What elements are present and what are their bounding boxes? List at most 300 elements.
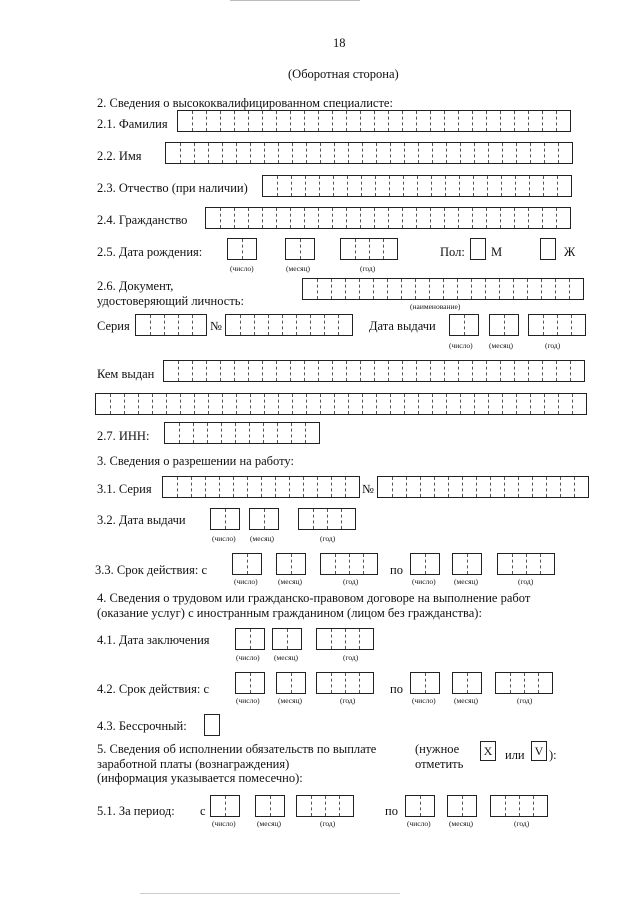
character-cell[interactable] [276,111,290,131]
character-cell[interactable] [287,629,301,649]
character-cell[interactable] [569,279,583,299]
character-cell[interactable] [376,394,390,414]
character-cell[interactable] [270,796,284,816]
character-cell[interactable] [296,315,310,335]
character-cell[interactable] [290,361,304,381]
character-cell[interactable] [500,361,514,381]
sex-male-box[interactable] [470,238,486,260]
character-cell[interactable] [292,143,306,163]
contract-from-month-field[interactable] [276,672,306,694]
character-cell[interactable] [138,394,152,414]
character-cell[interactable] [491,796,505,816]
character-cell[interactable] [248,111,262,131]
character-cell[interactable] [277,176,291,196]
character-cell[interactable] [191,477,205,497]
character-cell[interactable] [346,361,360,381]
character-cell[interactable] [557,176,571,196]
character-cell[interactable] [486,361,500,381]
character-cell[interactable] [374,361,388,381]
character-cell[interactable] [192,315,206,335]
character-cell[interactable] [457,279,471,299]
character-cell[interactable] [208,394,222,414]
character-cell[interactable] [486,208,500,228]
character-cell[interactable] [363,554,377,574]
surname-field[interactable] [177,110,571,132]
character-cell[interactable] [542,208,556,228]
character-cell[interactable] [226,315,240,335]
character-cell[interactable] [248,361,262,381]
character-cell[interactable] [304,208,318,228]
character-cell[interactable] [416,361,430,381]
character-cell[interactable] [339,796,353,816]
character-cell[interactable] [163,477,177,497]
character-cell[interactable] [355,239,369,259]
character-cell[interactable] [263,176,277,196]
character-cell[interactable] [124,394,138,414]
contract-to-month-field[interactable] [452,672,482,694]
character-cell[interactable] [359,629,373,649]
character-cell[interactable] [262,208,276,228]
character-cell[interactable] [373,279,387,299]
character-cell[interactable] [320,394,334,414]
period-to-day-field[interactable] [405,795,435,817]
character-cell[interactable] [458,361,472,381]
character-cell[interactable] [250,509,264,529]
character-cell[interactable] [474,394,488,414]
character-cell[interactable] [193,423,207,443]
character-cell[interactable] [277,423,291,443]
character-cell[interactable] [430,208,444,228]
character-cell[interactable] [305,423,319,443]
issued-by-field-line1[interactable] [163,360,585,382]
character-cell[interactable] [420,796,434,816]
character-cell[interactable] [505,796,519,816]
character-cell[interactable] [404,394,418,414]
character-cell[interactable] [362,394,376,414]
character-cell[interactable] [222,394,236,414]
character-cell[interactable] [467,554,481,574]
character-cell[interactable] [324,315,338,335]
character-cell[interactable] [334,394,348,414]
character-cell[interactable] [416,208,430,228]
character-cell[interactable] [360,361,374,381]
character-cell[interactable] [194,394,208,414]
character-cell[interactable] [499,279,513,299]
character-cell[interactable] [318,361,332,381]
character-cell[interactable] [476,477,490,497]
character-cell[interactable] [273,629,287,649]
character-cell[interactable] [303,477,317,497]
character-cell[interactable] [180,143,194,163]
character-cell[interactable] [249,423,263,443]
character-cell[interactable] [221,423,235,443]
character-cell[interactable] [472,111,486,131]
character-cell[interactable] [504,315,518,335]
character-cell[interactable] [276,208,290,228]
character-cell[interactable] [297,796,311,816]
character-cell[interactable] [369,239,383,259]
character-cell[interactable] [432,143,446,163]
doc-issue-day-field[interactable] [449,314,479,336]
character-cell[interactable] [286,239,300,259]
character-cell[interactable] [453,673,467,693]
character-cell[interactable] [543,315,557,335]
permit-to-year-field[interactable] [497,553,555,575]
character-cell[interactable] [136,315,150,335]
character-cell[interactable] [164,361,178,381]
character-cell[interactable] [486,111,500,131]
character-cell[interactable] [425,554,439,574]
character-cell[interactable] [282,315,296,335]
character-cell[interactable] [317,629,331,649]
character-cell[interactable] [510,673,524,693]
contract-month-field[interactable] [272,628,302,650]
character-cell[interactable] [331,629,345,649]
character-cell[interactable] [192,111,206,131]
character-cell[interactable] [401,279,415,299]
character-cell[interactable] [206,111,220,131]
character-cell[interactable] [500,208,514,228]
doc-number-field[interactable] [225,314,353,336]
character-cell[interactable] [345,477,359,497]
character-cell[interactable] [446,143,460,163]
character-cell[interactable] [317,279,331,299]
character-cell[interactable] [278,394,292,414]
character-cell[interactable] [403,176,417,196]
character-cell[interactable] [404,143,418,163]
character-cell[interactable] [348,394,362,414]
character-cell[interactable] [472,208,486,228]
character-cell[interactable] [406,477,420,497]
character-cell[interactable] [317,673,331,693]
character-cell[interactable] [331,279,345,299]
character-cell[interactable] [331,673,345,693]
character-cell[interactable] [453,554,467,574]
character-cell[interactable] [458,111,472,131]
contract-from-day-field[interactable] [235,672,265,694]
character-cell[interactable] [431,176,445,196]
character-cell[interactable] [514,361,528,381]
character-cell[interactable] [374,208,388,228]
character-cell[interactable] [332,361,346,381]
permit-from-year-field[interactable] [320,553,378,575]
character-cell[interactable] [498,554,512,574]
character-cell[interactable] [390,143,404,163]
character-cell[interactable] [219,477,233,497]
character-cell[interactable] [234,361,248,381]
character-cell[interactable] [349,554,363,574]
character-cell[interactable] [275,477,289,497]
permit-issue-day-field[interactable] [210,508,240,530]
contract-day-field[interactable] [235,628,265,650]
character-cell[interactable] [318,208,332,228]
character-cell[interactable] [276,361,290,381]
character-cell[interactable] [496,673,510,693]
period-from-year-field[interactable] [296,795,354,817]
name-field[interactable] [165,142,573,164]
character-cell[interactable] [488,143,502,163]
character-cell[interactable] [306,143,320,163]
character-cell[interactable] [346,208,360,228]
character-cell[interactable] [332,208,346,228]
character-cell[interactable] [180,394,194,414]
character-cell[interactable] [529,176,543,196]
permit-to-month-field[interactable] [452,553,482,575]
character-cell[interactable] [443,279,457,299]
character-cell[interactable] [446,394,460,414]
character-cell[interactable] [516,143,530,163]
character-cell[interactable] [458,208,472,228]
character-cell[interactable] [540,554,554,574]
character-cell[interactable] [530,394,544,414]
character-cell[interactable] [320,143,334,163]
character-cell[interactable] [96,394,110,414]
character-cell[interactable] [164,315,178,335]
character-cell[interactable] [341,239,355,259]
inn-field[interactable] [164,422,320,444]
character-cell[interactable] [192,361,206,381]
character-cell[interactable] [472,361,486,381]
permit-issue-year-field[interactable] [298,508,356,530]
character-cell[interactable] [388,208,402,228]
character-cell[interactable] [572,394,586,414]
character-cell[interactable] [166,143,180,163]
doc-issue-month-field[interactable] [489,314,519,336]
character-cell[interactable] [533,796,547,816]
character-cell[interactable] [262,111,276,131]
character-cell[interactable] [290,208,304,228]
character-cell[interactable] [402,208,416,228]
character-cell[interactable] [528,208,542,228]
character-cell[interactable] [291,423,305,443]
character-cell[interactable] [383,239,397,259]
character-cell[interactable] [425,673,439,693]
character-cell[interactable] [361,176,375,196]
character-cell[interactable] [303,279,317,299]
character-cell[interactable] [515,176,529,196]
character-cell[interactable] [376,143,390,163]
character-cell[interactable] [263,423,277,443]
character-cell[interactable] [526,554,540,574]
permit-from-month-field[interactable] [276,553,306,575]
character-cell[interactable] [558,143,572,163]
character-cell[interactable] [345,673,359,693]
character-cell[interactable] [240,315,254,335]
character-cell[interactable] [502,143,516,163]
character-cell[interactable] [560,477,574,497]
character-cell[interactable] [225,509,239,529]
character-cell[interactable] [420,477,434,497]
character-cell[interactable] [321,554,335,574]
character-cell[interactable] [485,279,499,299]
character-cell[interactable] [331,477,345,497]
character-cell[interactable] [375,176,389,196]
character-cell[interactable] [464,315,478,335]
character-cell[interactable] [359,673,373,693]
character-cell[interactable] [310,315,324,335]
character-cell[interactable] [544,143,558,163]
character-cell[interactable] [234,111,248,131]
character-cell[interactable] [234,208,248,228]
character-cell[interactable] [541,279,555,299]
character-cell[interactable] [247,554,261,574]
character-cell[interactable] [411,673,425,693]
character-cell[interactable] [291,554,305,574]
character-cell[interactable] [207,423,221,443]
character-cell[interactable] [236,629,250,649]
character-cell[interactable] [532,477,546,497]
character-cell[interactable] [459,176,473,196]
character-cell[interactable] [570,361,584,381]
character-cell[interactable] [242,239,256,259]
character-cell[interactable] [346,111,360,131]
character-cell[interactable] [220,361,234,381]
character-cell[interactable] [574,477,588,497]
character-cell[interactable] [177,477,191,497]
character-cell[interactable] [236,673,250,693]
character-cell[interactable] [430,111,444,131]
character-cell[interactable] [208,143,222,163]
character-cell[interactable] [332,111,346,131]
character-cell[interactable] [347,176,361,196]
character-cell[interactable] [504,477,518,497]
character-cell[interactable] [471,279,485,299]
character-cell[interactable] [411,554,425,574]
character-cell[interactable] [444,111,458,131]
doc-series-field[interactable] [135,314,207,336]
contract-to-day-field[interactable] [410,672,440,694]
character-cell[interactable] [546,477,560,497]
character-cell[interactable] [290,111,304,131]
character-cell[interactable] [402,361,416,381]
character-cell[interactable] [467,673,481,693]
character-cell[interactable] [178,315,192,335]
character-cell[interactable] [474,143,488,163]
character-cell[interactable] [387,279,401,299]
character-cell[interactable] [490,477,504,497]
character-cell[interactable] [445,176,459,196]
character-cell[interactable] [448,477,462,497]
character-cell[interactable] [512,554,526,574]
character-cell[interactable] [333,176,347,196]
character-cell[interactable] [250,673,264,693]
character-cell[interactable] [406,796,420,816]
character-cell[interactable] [460,394,474,414]
character-cell[interactable] [538,673,552,693]
character-cell[interactable] [362,143,376,163]
character-cell[interactable] [264,394,278,414]
character-cell[interactable] [529,315,543,335]
character-cell[interactable] [359,279,373,299]
character-cell[interactable] [558,394,572,414]
character-cell[interactable] [341,509,355,529]
character-cell[interactable] [418,394,432,414]
character-cell[interactable] [402,111,416,131]
character-cell[interactable] [473,176,487,196]
character-cell[interactable] [278,143,292,163]
character-cell[interactable] [194,143,208,163]
character-cell[interactable] [235,423,249,443]
character-cell[interactable] [165,423,179,443]
character-cell[interactable] [530,143,544,163]
character-cell[interactable] [571,315,585,335]
document-name-field[interactable] [302,278,584,300]
character-cell[interactable] [236,143,250,163]
character-cell[interactable] [166,394,180,414]
character-cell[interactable] [222,143,236,163]
character-cell[interactable] [211,509,225,529]
character-cell[interactable] [304,111,318,131]
contract-from-year-field[interactable] [316,672,374,694]
character-cell[interactable] [325,796,339,816]
character-cell[interactable] [289,477,303,497]
character-cell[interactable] [518,477,532,497]
character-cell[interactable] [514,208,528,228]
character-cell[interactable] [432,394,446,414]
character-cell[interactable] [335,554,349,574]
character-cell[interactable] [256,796,270,816]
period-from-month-field[interactable] [255,795,285,817]
character-cell[interactable] [434,477,448,497]
character-cell[interactable] [211,796,225,816]
permit-number-field[interactable] [377,476,589,498]
character-cell[interactable] [348,143,362,163]
sex-female-box[interactable] [540,238,556,260]
character-cell[interactable] [179,423,193,443]
character-cell[interactable] [544,394,558,414]
character-cell[interactable] [417,176,431,196]
character-cell[interactable] [327,509,341,529]
character-cell[interactable] [462,477,476,497]
character-cell[interactable] [388,111,402,131]
character-cell[interactable] [490,315,504,335]
character-cell[interactable] [233,554,247,574]
character-cell[interactable] [557,315,571,335]
character-cell[interactable] [313,509,327,529]
character-cell[interactable] [430,361,444,381]
character-cell[interactable] [318,111,332,131]
permit-series-field[interactable] [162,476,360,498]
character-cell[interactable] [556,111,570,131]
character-cell[interactable] [543,176,557,196]
birth-year-field[interactable] [340,238,398,260]
citizenship-field[interactable] [205,207,571,229]
character-cell[interactable] [444,208,458,228]
character-cell[interactable] [388,361,402,381]
character-cell[interactable] [228,239,242,259]
character-cell[interactable] [233,477,247,497]
character-cell[interactable] [250,629,264,649]
character-cell[interactable] [416,111,430,131]
character-cell[interactable] [152,394,166,414]
character-cell[interactable] [261,477,275,497]
character-cell[interactable] [317,477,331,497]
permit-from-day-field[interactable] [232,553,262,575]
character-cell[interactable] [248,208,262,228]
doc-issue-year-field[interactable] [528,314,586,336]
character-cell[interactable] [542,361,556,381]
character-cell[interactable] [334,143,348,163]
character-cell[interactable] [264,509,278,529]
character-cell[interactable] [206,208,220,228]
character-cell[interactable] [304,361,318,381]
contract-to-year-field[interactable] [495,672,553,694]
character-cell[interactable] [247,477,261,497]
character-cell[interactable] [450,315,464,335]
character-cell[interactable] [345,629,359,649]
character-cell[interactable] [513,279,527,299]
character-cell[interactable] [345,279,359,299]
